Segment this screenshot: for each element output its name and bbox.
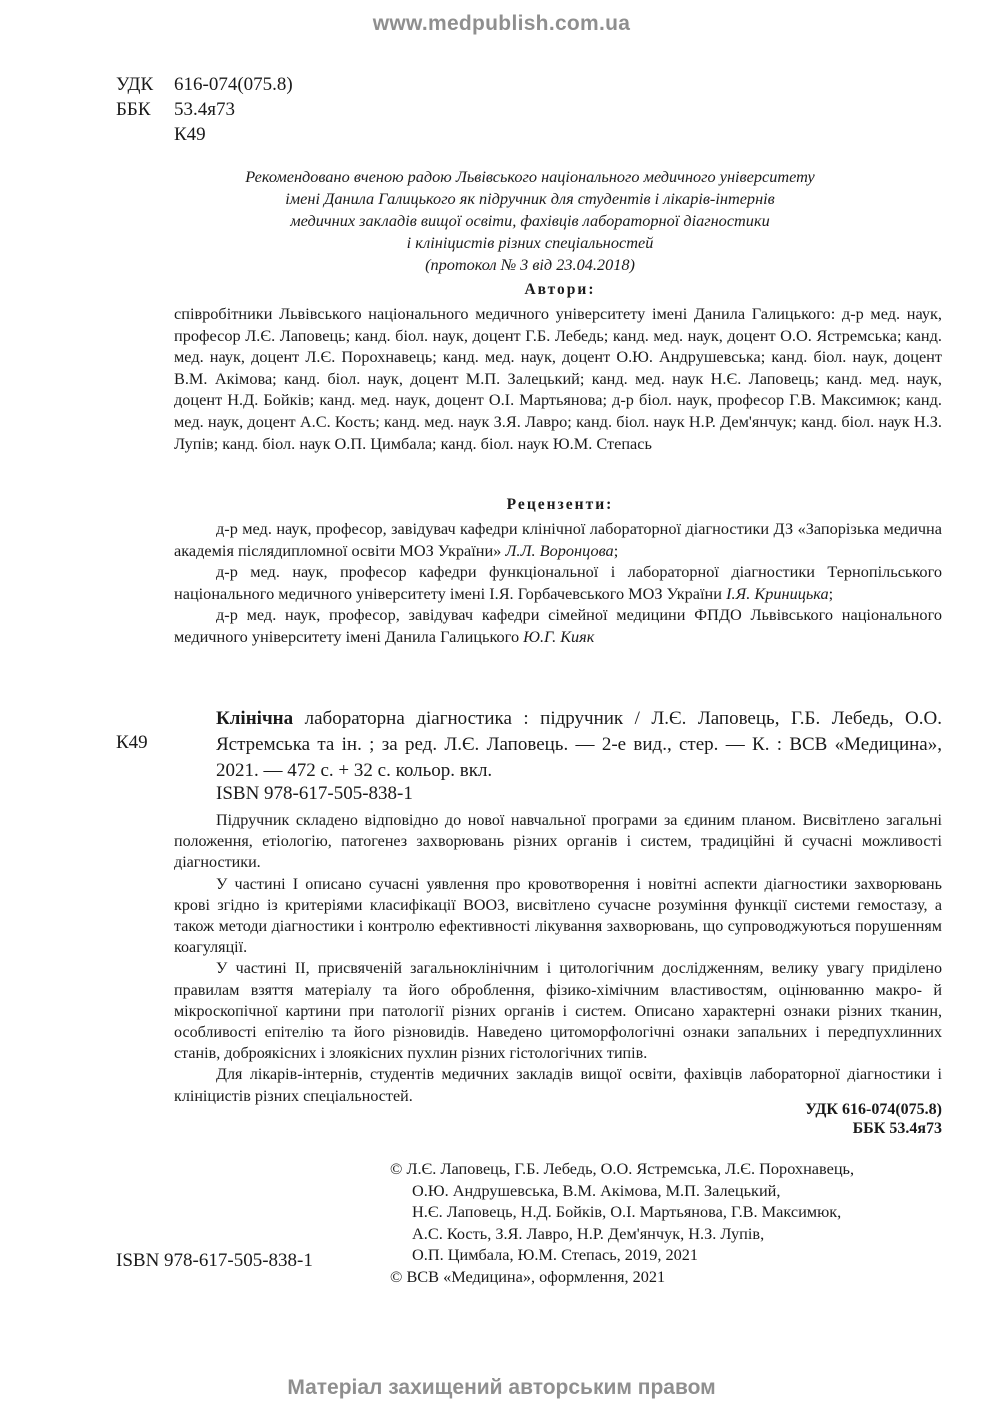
copyright-line: О.П. Цимбала, Ю.М. Степась, 2019, 2021 — [412, 1245, 699, 1264]
annotation-paragraph: У частині І описано сучасні уявлення про кровотворення і новітні аспекти діагностики захворювань крові згідно із критеріями класифікації ВООЗ, висвітлено сучасне розуміння функції системи гемостазу, а також методи діагностики і контролю ефективності лікування захворювань, що супроводжуються порушенням коагуляції. — [174, 875, 942, 957]
reviewer-affiliation: д-р мед. наук, професор, завідувач кафедри клінічної лабораторної діагностики ДЗ «Запорізька медична академія післядипломної освіти МОЗ України» — [174, 519, 942, 560]
reviewer-end: ; — [613, 540, 619, 560]
reviewer-entry — [174, 561, 942, 604]
bbk-row — [116, 97, 293, 122]
copyright-watermark: Матеріал захищений авторським правом — [287, 1376, 716, 1399]
biblio-rest: лабораторна діагностика : підручник / Л.Є. Лаповець, Г.Б. Лебедь, О.О. Ястремська та ін. ; за ред. Л.Є. Лаповець. — 2-е вид., стер. — К. : ВСВ «Медицина», 2021. — 472 с. + 32 с. кольор. вкл. — [216, 708, 943, 781]
bbk-right: ББК 53.4я73 — [852, 1120, 942, 1137]
approval-line: медичних закладів вищої освіти, фахівців лабораторної діагностики — [290, 211, 770, 230]
biblio-isbn: ISBN 978-617-505-838-1 — [216, 783, 413, 804]
approval-note — [150, 166, 910, 276]
reviewer-entry — [174, 518, 942, 561]
approval-line: (протокол № 3 від 23.04.2018) — [425, 255, 635, 274]
author-mark-label — [116, 122, 174, 147]
author-mark-value: К49 — [174, 124, 206, 145]
reviewer-name: І.Я. Криницька — [726, 583, 829, 603]
copyright-line: © ВСВ «Медицина», оформлення, 2021 — [390, 1266, 666, 1286]
reviewer-name: Л.Л. Воронцова — [505, 540, 614, 560]
site-url[interactable]: www.medpublish.com.ua — [372, 12, 631, 35]
copyright-line: О.Ю. Андрушевська, В.М. Акімова, М.П. Залецький, — [412, 1180, 781, 1200]
biblio-title-word: Клінічна — [216, 708, 294, 729]
udk-value: 616-074(075.8) — [174, 74, 293, 95]
reviewers-list — [174, 518, 942, 648]
annotation-paragraph: Для лікарів-інтернів, студентів медичних закладів вищої освіти, фахівців лабораторної діагностики і клініцистів різних спеціальностей. — [174, 1066, 942, 1105]
authors-list: співробітники Львівського національного медичного університету імені Данила Галицького: д-р мед. наук, професор Л.Є. Лаповець; канд. біол. наук, доцент Г.Б. Лебедь; канд. мед. наук, доцент О.О. Ястремська; канд. мед. наук, доцент Л.Є. Порохнавець; канд. мед. наук, доцент О.Ю. Андрушевська; канд. біол. наук, доцент В.М. Акімова; канд. біол. наук, доцент М.П. Залецький; канд. мед. наук Н.Є. Лаповець; канд. мед. наук, доцент Н.Д. Бойків; канд. мед. наук, доцент О.І. Мартьянова; д-р біол. наук, професор Г.В. Максимюк; канд. мед. наук, доцент А.С. Кость; канд. мед. наук З.Я. Лавро; канд. біол. наук Н.Р. Дем'янчук; канд. біол. наук Н.З. Лупів; канд. біол. наук О.П. Цимбала; канд. біол. наук Ю.М. Степась — [174, 304, 942, 453]
author-mark-code: К49 — [116, 732, 148, 753]
bibliographic-description — [216, 706, 942, 784]
copyright-line: © Л.Є. Лаповець, Г.Б. Лебедь, О.О. Ястремська, Л.Є. Порохнавець, — [390, 1159, 855, 1178]
reviewer-entry — [174, 604, 942, 647]
reviewer-affiliation: д-р мед. наук, професор, завідувач кафедри сімейної медицини ФПДО Львівського національного медичного університету імені Данила Галицького — [174, 605, 942, 646]
udk-right: УДК 616-074(075.8) — [805, 1101, 942, 1118]
approval-line: і клініцистів різних спеціальностей — [406, 233, 654, 252]
approval-line: імені Данила Галицького як підручник для студентів і лікарів-інтернів — [285, 189, 775, 208]
udk-row — [116, 72, 293, 97]
classification-codes — [116, 72, 293, 147]
reviewer-end: ; — [828, 583, 834, 603]
annotation — [174, 810, 942, 1107]
reviewer-name: Ю.Г. Кияк — [523, 626, 595, 646]
udk-label: УДК — [116, 74, 154, 95]
udk-bbk-block — [805, 1100, 942, 1138]
isbn-bottom: ISBN 978-617-505-838-1 — [116, 1250, 313, 1271]
author-mark-row — [116, 122, 293, 147]
reviewers-heading: Рецензенти: — [506, 496, 614, 513]
copyright-line: Н.Є. Лаповець, Н.Д. Бойків, О.І. Мартьянова, Г.В. Максимюк, — [412, 1202, 842, 1221]
copyright-line: А.С. Кость, З.Я. Лавро, Н.Р. Дем'янчук, Н.З. Лупів, — [412, 1223, 765, 1243]
annotation-paragraph: Підручник складено відповідно до нової навчальної програми за єдиним планом. Висвітлено загальні положення, етіологію, патогенез захворювань різних органів і систем, традиційні й сучасні можливості діагностики. — [174, 812, 942, 872]
approval-line: Рекомендовано вченою радою Львівського національного медичного університету — [245, 167, 815, 186]
authors-heading: Автори: — [524, 281, 596, 298]
bbk-value: 53.4я73 — [174, 99, 235, 120]
copyright-block — [390, 1158, 950, 1287]
annotation-paragraph: У частині ІІ, присвяченій загальноклінічним і цитологічним дослідженням, велику увагу приділено правилам взяття матеріалу та його оброблення, фізико-хімічним властивостям, оцінюванню макро- й мікроскопічної картини при патології різних органів і систем. Описано характерні ознаки різних тканин, особливості епітелію та його різновидів. Наведено цитоморфологічні ознаки запальних і передпухлинних станів, доброякісних і злоякісних пухлин різних гістологічних типів. — [174, 960, 942, 1063]
reviewer-affiliation: д-р мед. наук, професор кафедри функціональної і лабораторної діагностики Тернопільського національного медичного університету імені І.Я. Горбачевського МОЗ України — [174, 562, 942, 603]
bbk-label: ББК — [116, 99, 151, 120]
